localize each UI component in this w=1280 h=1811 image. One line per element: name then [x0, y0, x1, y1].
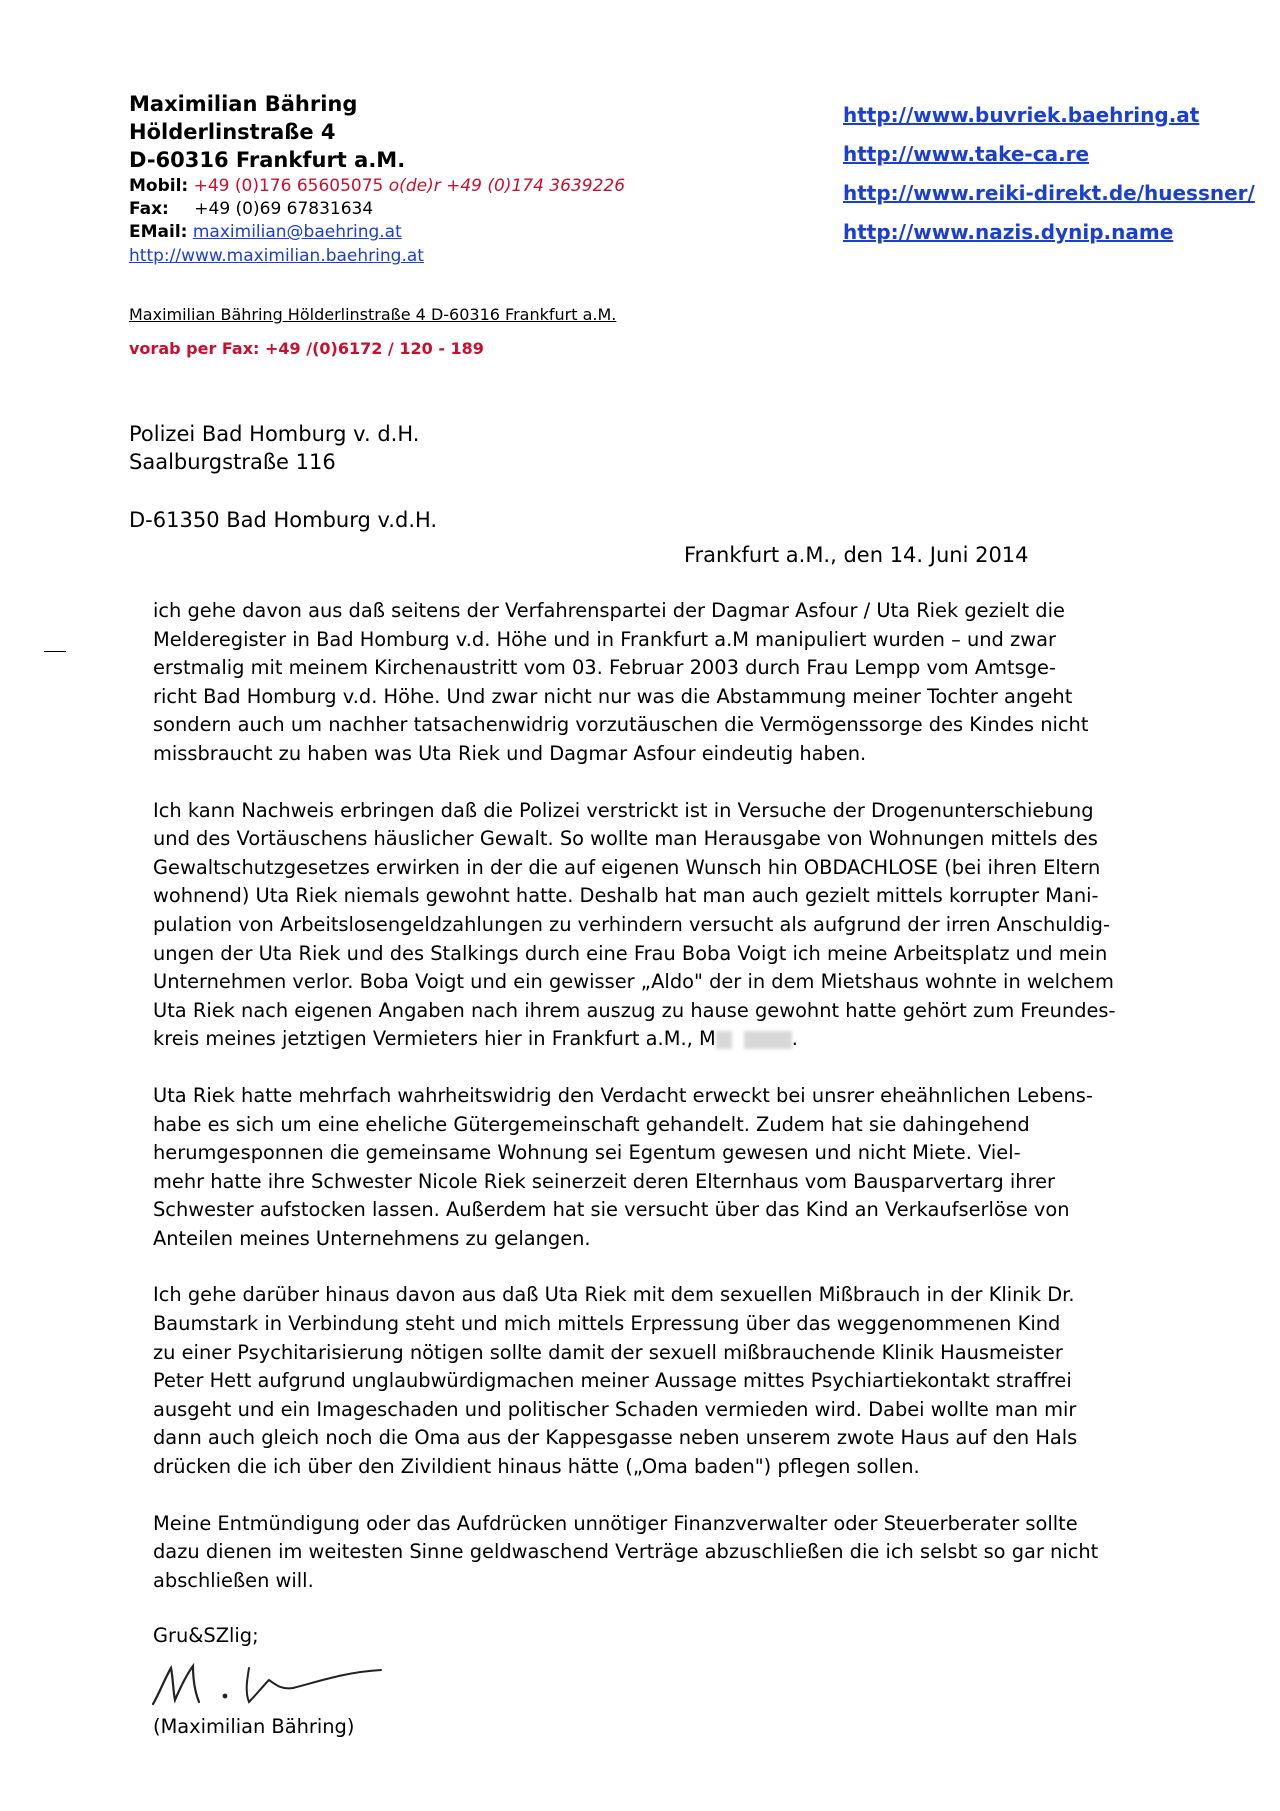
sender-fax-row [129, 199, 373, 219]
letter-body [153, 597, 1168, 1623]
greeting: Gru&SZlig; [153, 1624, 259, 1647]
sender-website-row [129, 246, 424, 266]
mobil-label: Mobil: [129, 176, 189, 196]
signer-name: (Maximilian Bähring) [153, 1715, 355, 1738]
sender-mobil-row [129, 176, 625, 196]
email-label: EMail: [129, 222, 188, 242]
website-link[interactable]: http://www.maximilian.baehring.at [129, 246, 424, 266]
fold-mark [44, 651, 66, 652]
redaction-2 [744, 1031, 792, 1049]
mobil-number-1: +49 (0)176 65605075 [193, 176, 384, 196]
recipient-line-3: D-61350 Bad Homburg v.d.H. [129, 508, 438, 532]
redaction-1 [716, 1031, 732, 1049]
fax-number: +49 (0)69 67831634 [194, 199, 374, 219]
mobil-number-2: +49 (0)174 3639226 [446, 176, 626, 196]
paragraph-5: Meine Entmündigung oder das Aufdrücken unnötiger Finanzverwalter oder Steuerberater sollte dazu dienen im weitesten Sinne geldwaschend Verträge abzuschließen die ich selsbt so gar nicht abschließen will. [153, 1511, 1099, 1592]
sender-email-row [129, 222, 402, 242]
sender-name: Maximilian Bähring [129, 92, 358, 116]
advance-fax-number: +49 /(0)6172 / 120 - 189 [264, 339, 484, 358]
date-line: Frankfurt a.M., den 14. Juni 2014 [684, 543, 1029, 567]
recipient-line-2: Saalburgstraße 116 [129, 450, 336, 474]
advance-fax-label: vorab per Fax: [129, 339, 265, 358]
paragraph-2: Ich kann Nachweis erbringen daß die Polizei verstrickt ist in Versuche der Drogenunterschiebung und des Vortäuschens häuslicher Gewalt. So wollte man Herausgabe von Wohnungen mittels des Gewaltschutzgesetzes erwirken in der die auf eigenen Wunsch hin OBDACHLOSE (bei ihren Eltern wohnend) Uta Riek niemals gewohnt hatte. Deshalb hat man auch gezielt mittels korrupter Mani- pulation von Arbeitslosengeldzahlungen zu verhindern versucht als aufgrund der irren Anschuldig- ungen der Uta Riek und des Stalkings durch eine Frau Boba Voigt ich meine Arbeitsplatz und mein Unternehmen verlor. Boba Voigt und ein gewisser „Aldo" der in dem Mietshaus wohnte in welchem Uta Riek nach eigenen Angaben nach ihrem auszug zu hause gewohnt hatte gehört zum Freundes- kreis meines jetztigen Vermieters hier in Frankfurt a.M., M . [153, 797, 1168, 1054]
paragraph-1: ich gehe davon aus daß seitens der Verfahrenspartei der Dagmar Asfour / Uta Riek gezielt die Melderegister in Bad Homburg v.d. Höhe und in Frankfurt a.M manipuliert wurden – und zwar erstmalig mit meinem Kirchenaustritt vom 03. Februar 2003 durch Frau Lempp vom Amtsge- richt Bad Homburg v.d. Höhe. Und zwar nicht nur was die Abstammung meiner Tochter angeht sondern auch um nachher tatsachenwidrig vorzutäuschen die Vermögenssorge des Kindes nicht missbraucht zu haben was Uta Riek und Dagmar Asfour eindeutig haben. [153, 599, 1089, 765]
link-take-care[interactable]: http://www.take-ca.re [843, 142, 1090, 166]
advance-fax [129, 339, 484, 358]
email-link[interactable]: maximilian@baehring.at [192, 222, 402, 242]
link-nazis-dynip[interactable]: http://www.nazis.dynip.name [843, 220, 1174, 244]
return-address: Maximilian Bähring Hölderlinstraße 4 D-60316 Frankfurt a.M. [129, 305, 617, 324]
sender-city: D-60316 Frankfurt a.M. [129, 148, 406, 172]
paragraph-4: Ich gehe darüber hinaus davon aus daß Uta Riek mit dem sexuellen Mißbrauch in der Klinik Dr. Baumstark in Verbindung steht und mich mittels Erpressung über das weggenommenen Kind zu einer Psychitarisierung nötigen sollte damit der sexuell mißbrauchende Klinik Hausmeister Peter Hett aufgrund unglaubwürdigmachen meiner Aussage mittes Psychiartiekontakt straffrei ausgeht und ein Imageschaden und politischer Schaden vermieden wird. Dabei wollte man mir dann auch gleich noch die Oma aus der Kappesgasse neben unserem zwote Haus auf den Hals drücken die ich über den Zivildient hinaus hätte („Oma baden") pflegen sollen. [153, 1283, 1078, 1479]
mobil-or: o(de)r [388, 176, 441, 196]
fax-label: Fax: [129, 199, 169, 219]
redacted-line: kreis meines jetztigen Vermieters hier in Frankfurt a.M., M . [153, 1027, 798, 1051]
paragraph-3: Uta Riek hatte mehrfach wahrheitswidrig den Verdacht erweckt bei unsrer eheähnlichen Lebens- habe es sich um eine eheliche Gütergemeinschaft gehandelt. Zudem hat sie dahingehend herumgesponnen die gemeinsame Wohnung sei Egentum gewesen und nicht Miete. Viel- mehr hatte ihre Schwester Nicole Riek seinerzeit deren Elternhaus vom Bausparvertarg ihrer Schwester aufstocken lassen. Außerdem hat sie versucht über das Kind an Verkaufserlöse von Anteilen meines Unternehmens zu gelangen. [153, 1083, 1093, 1250]
signature-image [145, 1656, 405, 1716]
sender-street: Hölderlinstraße 4 [129, 120, 336, 144]
link-reiki-direkt[interactable]: http://www.reiki-direkt.de/huessner/ [843, 181, 1255, 205]
recipient-line-1: Polizei Bad Homburg v. d.H. [129, 422, 420, 446]
link-buvriek[interactable]: http://www.buvriek.baehring.at [843, 103, 1200, 127]
